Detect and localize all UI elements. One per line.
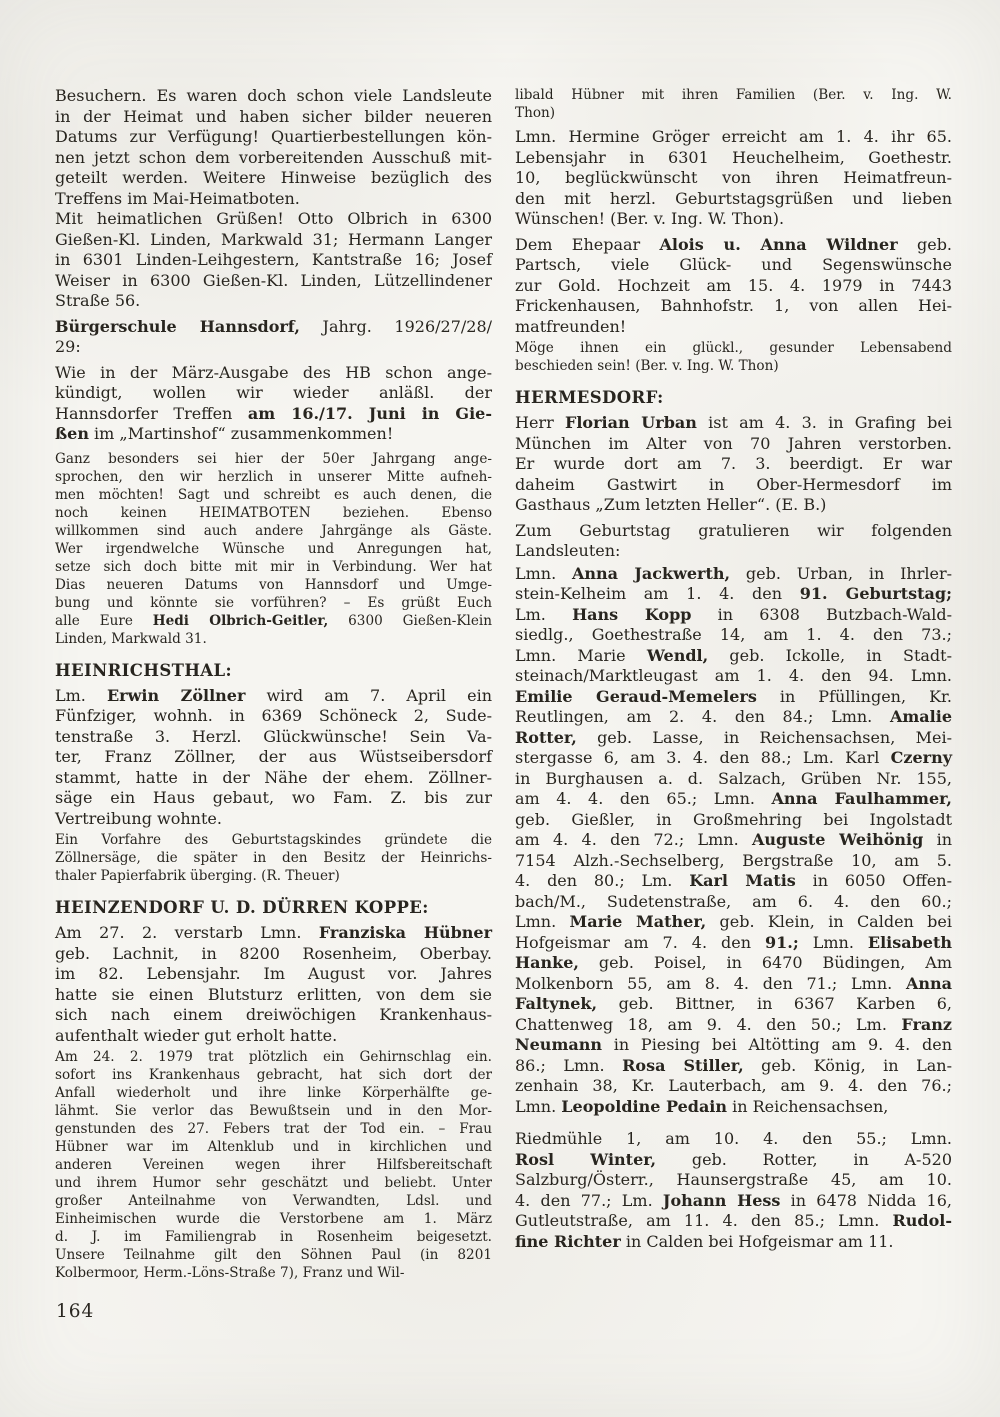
text-line: Hanke, geb. Poisel, in 6470 Büdingen, Am xyxy=(515,953,952,972)
text-line: Lebensjahr in 6301 Heuchelheim, Goethestr. xyxy=(515,147,952,167)
text-line: genstunden des 27. Febers trat der Tod ein. – Frau xyxy=(55,1121,492,1137)
text-line: in der Heimat und haben sicher bilder neueren xyxy=(55,106,492,126)
text-line: 4. den 80.; Lm. Karl Matis in 6050 Offen- xyxy=(515,871,953,890)
paragraph xyxy=(515,413,952,516)
text-line: Ein Vorfahre des Geburtstagskindes gründete die xyxy=(55,832,492,848)
paragraph xyxy=(515,86,952,122)
text-line: Treffens im Mai-Heimatboten. xyxy=(55,188,300,208)
text-line: beschieden sein! (Ber. v. Ing. W. Thon) xyxy=(515,358,779,374)
text-line: ter, Franz Zöllner, der aus Wüstseibersdorf xyxy=(55,747,492,766)
text-line: 86.; Lmn. Rosa Stiller, geb. König, in Lan- xyxy=(515,1055,953,1075)
paragraph xyxy=(55,363,492,445)
text-line: München im Alter von 70 Jahren verstorben. xyxy=(515,433,952,453)
paragraph xyxy=(55,831,492,885)
text-line: geteilt werden. Weitere Hinweise bezüglich des xyxy=(55,168,492,187)
text-line: Molkenborn 55, am 8. 4. den 71.; Lmn. Anna xyxy=(515,973,952,993)
text-line: men möchten! Sagt und schreibt es auch denen, die xyxy=(55,486,492,503)
text-line: sprochen, den wir herzlich in unserer Mitte aufneh- xyxy=(55,468,492,485)
text-line: Emilie Geraud-Memelers in Pfüllingen, Kr. xyxy=(515,686,953,706)
text-line: Wünschen! (Ber. v. Ing. W. Thon). xyxy=(515,209,785,228)
text-line: Hofgeismar am 7. 4. den 91.; Lmn. Elisabeth xyxy=(515,932,953,952)
text-line: Gutleutstraße, am 11. 4. den 85.; Lmn. Rudol- xyxy=(515,1211,952,1230)
text-line: Lm. Hans Kopp in 6308 Butzbach-Wald- xyxy=(515,604,952,624)
text-line: kündigt, wollen wir wieder anläßl. der xyxy=(55,383,492,402)
paragraph xyxy=(55,209,492,312)
section-heading xyxy=(515,387,952,408)
paragraph xyxy=(55,450,492,648)
text-line: geb. Gießler, in Großmehring bei Ingolstadt xyxy=(515,809,952,829)
text-line: Lmn. Hermine Gröger erreicht am 1. 4. ihr 65. xyxy=(515,127,952,146)
text-line: Am 24. 2. 1979 trat plötzlich ein Gehirnschlag ein. xyxy=(55,1049,492,1065)
text-line: Lmn. Leopoldine Pedain in Reichensachsen, xyxy=(515,1096,889,1116)
paragraph xyxy=(55,317,492,358)
text-line: Er wurde dort am 7. 3. beerdigt. Er war xyxy=(515,454,952,473)
text-line: Partsch, viele Glück- und Segenswünsche xyxy=(515,255,952,274)
text-line: ßen im „Martinshof“ zusammenkommen! xyxy=(55,424,394,443)
text-line: 29: xyxy=(55,337,81,356)
text-line: Wie in der März-Ausgabe des HB schon ange- xyxy=(55,362,492,382)
text-line: Lmn. Marie Mather, geb. Klein, in Calden bei xyxy=(515,912,952,931)
text-line: libald Hübner mit ihren Familien (Ber. v. Ing. W. xyxy=(515,87,952,103)
paragraph xyxy=(515,1129,952,1252)
text-line: Gießen-Kl. Linden, Markwald 31; Hermann Langer xyxy=(55,229,492,249)
paragraph xyxy=(515,339,952,375)
text-line: siedlg., Goethestraße 14, am 1. 4. den 73.; xyxy=(515,625,952,644)
text-line: Besuchern. Es waren doch schon viele Landsleute xyxy=(55,86,492,105)
paragraph xyxy=(55,686,492,830)
text-line: Reutlingen, am 2. 4. den 84.; Lmn. Amalie xyxy=(515,707,952,726)
text-line: Linden, Markwald 31. xyxy=(55,630,207,647)
paragraph xyxy=(515,564,952,1118)
text-line: anderen Vereinen wegen ihrer Hilfsbereitschaft xyxy=(55,1157,492,1173)
paragraph xyxy=(55,1048,492,1282)
text-line: HEINZENDORF U. D. DÜRREN KOPPE: xyxy=(55,898,429,917)
text-line: Neumann in Piesing bei Altötting am 9. 4. den xyxy=(515,1035,952,1054)
text-line: Rotter, geb. Lasse, in Reichensachsen, Mei- xyxy=(515,727,952,747)
text-line: 4. den 77.; Lm. Johann Hess in 6478 Nidda 16, xyxy=(515,1190,953,1210)
text-line: Lmn. Anna Jackwerth, geb. Urban, in Ihrler- xyxy=(515,563,953,583)
left-column xyxy=(55,86,492,1282)
text-line: Fünfziger, wohnh. in 6369 Schöneck 2, Sude- xyxy=(55,706,492,725)
text-line: nen jetzt schon dem vorbereitenden Ausschuß mit- xyxy=(55,147,492,167)
text-line: Bürgerschule Hannsdorf, Jahrg. 1926/27/28/ xyxy=(55,316,493,336)
text-line: aufenthalt wieder gut erholt hatte. xyxy=(55,1025,338,1045)
text-line: Anfall wiederholt und ihre linke Körperhälfte ge- xyxy=(55,1085,492,1101)
text-line: in 6301 Linden-Leihgestern, Kantstraße 16; Josef xyxy=(55,250,492,269)
text-line: Riedmühle 1, am 10. 4. den 55.; Lmn. xyxy=(515,1129,952,1148)
text-line: lähmt. Sie verlor das Bewußtsein und in den Mor- xyxy=(55,1103,492,1119)
text-line: alle Eure Hedi Olbrich-Geitler, 6300 Gießen-Klein xyxy=(55,612,492,629)
text-line: Wer irgendwelche Wünsche und Anregungen hat, xyxy=(55,540,492,557)
text-line: am 4. 4. den 65.; Lmn. Anna Faulhammer, xyxy=(515,789,953,808)
text-line: geb. Lachnit, in 8200 Rosenheim, Oberbay. xyxy=(55,943,492,963)
paragraph xyxy=(515,235,952,338)
text-line: Thon) xyxy=(515,105,556,121)
text-line: Salzburg/Österr., Haunsergstraße 45, am 10. xyxy=(515,1170,952,1189)
text-line: am 4. 4. den 72.; Lmn. Auguste Weihönig in xyxy=(515,830,953,849)
text-line: daheim Gastwirt in Ober-Hermesdorf im xyxy=(515,474,952,494)
text-line: Gasthaus „Zum letzten Heller“. (E. B.) xyxy=(515,495,827,514)
text-line: Dias neueren Datums von Hannsdorf und Umge- xyxy=(55,576,492,593)
text-line: im 82. Lebensjahr. Im August vor. Jahres xyxy=(55,964,492,983)
right-column xyxy=(515,86,952,1282)
text-line: bach/M., Sudetenstraße, am 6. 4. den 60.; xyxy=(515,891,952,911)
paragraph xyxy=(515,521,952,562)
section-heading xyxy=(55,897,492,918)
text-line: tenstraße 3. Herzl. Glückwünsche! Sein Va- xyxy=(55,726,492,746)
text-line: Vertreibung wohnte. xyxy=(55,808,222,828)
page-number: 164 xyxy=(56,1301,95,1322)
text-line: säge ein Haus gebaut, wo Fam. Z. bis zur xyxy=(55,788,492,807)
text-line: steinach/Marktleugast am 1. 4. den 94. Lmn. xyxy=(515,666,952,685)
text-line: Lm. Erwin Zöllner wird am 7. April ein xyxy=(55,685,493,705)
text-line: Datums zur Verfügung! Quartierbestellungen kön- xyxy=(55,127,492,146)
text-line: in Burghausen a. d. Salzach, Grüben Nr. 155, xyxy=(515,768,952,788)
text-line: Zöllnersäge, die später in den Besitz der Heinrichs- xyxy=(55,850,492,866)
text-line: hatte sie einen Blutsturz erlitten, von dem sie xyxy=(55,984,492,1004)
text-line: Chattenweg 18, am 9. 4. den 50.; Lm. Franz xyxy=(515,1014,952,1034)
text-line: matfreunden! xyxy=(515,316,627,336)
text-line: Hannsdorfer Treffen am 16./17. Juni in Gie- xyxy=(55,403,492,423)
paragraph xyxy=(515,127,952,230)
text-line: HEINRICHSTHAL: xyxy=(55,660,232,680)
text-line: Mit heimatlichen Grüßen! Otto Olbrich in 6300 xyxy=(55,209,492,228)
text-line: sofort ins Krankenhaus gebracht, hat sich dort der xyxy=(55,1067,492,1083)
text-line: Kolbermoor, Herm.-Löns-Straße 7), Franz und Wil- xyxy=(55,1265,405,1281)
text-line: Hübner war im Altenklub und in kirchlichen und xyxy=(55,1139,492,1155)
text-line: Ganz besonders sei hier der 50er Jahrgang ange- xyxy=(55,450,492,467)
text-line: d. J. im Familiengrab in Rosenheim beigesetzt. xyxy=(55,1229,492,1245)
paragraph xyxy=(55,923,492,1046)
text-line: stergasse 6, am 3. 4. den 88.; Lm. Karl Czerny xyxy=(515,748,952,767)
section-heading xyxy=(55,660,492,681)
text-line: fine Richter in Calden bei Hofgeismar am 11. xyxy=(515,1231,894,1251)
text-line: Landsleuten: xyxy=(515,541,621,560)
text-line: Straße 56. xyxy=(55,291,141,310)
text-line: großer Anteilnahme von Verwandten, Ldsl. und xyxy=(55,1193,492,1209)
text-line: Faltynek, geb. Bittner, in 6367 Karben 6, xyxy=(515,994,952,1013)
text-line: stammt, hatte in der Nähe der ehem. Zöllner- xyxy=(55,767,492,787)
text-line: bung und könnte sie vorführen? – Es grüßt Euch xyxy=(55,594,492,611)
text-line: thaler Papierfabrik überging. (R. Theuer) xyxy=(55,868,340,884)
text-line: Rosl Winter, geb. Rotter, in A-520 xyxy=(515,1149,952,1169)
text-line: 7154 Alzh.-Sechselberg, Bergstraße 10, am 5. xyxy=(515,850,952,870)
text-line: zur Gold. Hochzeit am 15. 4. 1979 in 7443 xyxy=(515,275,952,295)
text-line: Am 27. 2. verstarb Lmn. Franziska Hübner xyxy=(55,923,492,942)
text-line: Unsere Teilnahme gilt den Söhnen Paul (in 8201 xyxy=(55,1247,492,1263)
page-columns xyxy=(55,86,952,1282)
text-line: zenhain 38, Kr. Lauterbach, am 9. 4. den 76.; xyxy=(515,1076,952,1095)
text-line: Einheimischen wurde die Verstorbene am 1. März xyxy=(55,1211,492,1227)
text-line: Dem Ehepaar Alois u. Anna Wildner geb. xyxy=(515,234,953,254)
text-line: den mit herzl. Geburtstagsgrüßen und lieben xyxy=(515,188,952,208)
text-line: Möge ihnen ein glückl., gesunder Lebensabend xyxy=(515,340,952,356)
text-line: Lmn. Marie Wendl, geb. Ickolle, in Stadt- xyxy=(515,645,953,665)
text-line: Weiser in 6300 Gießen-Kl. Linden, Lützellindener xyxy=(55,270,492,290)
text-line: HERMESDORF: xyxy=(515,388,664,407)
text-line: Herr Florian Urban ist am 4. 3. in Grafing bei xyxy=(515,413,952,432)
paragraph xyxy=(55,86,492,209)
text-line: noch keinen HEIMATBOTEN beziehen. Ebenso xyxy=(55,504,492,521)
text-line: willkommen sind auch andere Jahrgänge als Gäste. xyxy=(55,522,492,539)
text-line: 10, beglückwünscht von ihren Heimatfreun- xyxy=(515,168,952,187)
text-line: und ihrem Humor sehr geschätzt und beliebt. Unter xyxy=(55,1175,492,1191)
text-line: Zum Geburtstag gratulieren wir folgenden xyxy=(515,520,952,540)
text-line: stein-Kelheim am 1. 4. den 91. Geburtstag; xyxy=(515,584,953,603)
text-line: Frickenhausen, Bahnhofstr. 1, von allen Hei- xyxy=(515,296,952,315)
text-line: setze sich doch bitte mit mir in Verbindung. Wer hat xyxy=(55,558,492,575)
text-line: sich nach einem dreiwöchigen Krankenhaus- xyxy=(55,1005,492,1024)
